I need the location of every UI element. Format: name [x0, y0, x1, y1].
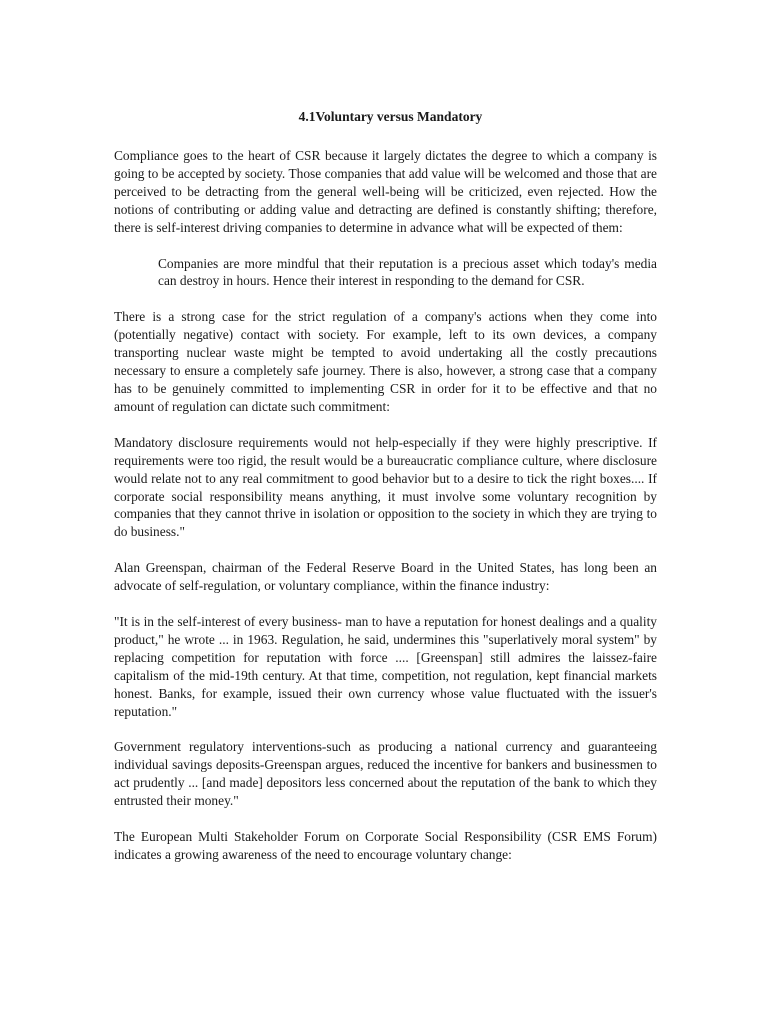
- paragraph-regulation-case: There is a strong case for the strict regulation of a company's actions when they come into (potentially negative) contact with society. For example, left to its own devices, a company transporting nuclear waste might be tempted to avoid undertaking all the costly precautions necessary to ensure a completely safe journey. There is also, however, a strong case that a company has to be genuinely committed to implementing CSR in order for it to be effective and that no amount of regulation can dictate such commitment:: [114, 309, 657, 414]
- block-quote-reputation: Companies are more mindful that their reputation is a precious asset which today's media can destroy in hours. Hence their interest in responding to the demand for CSR.: [158, 255, 657, 289]
- paragraph-csr-ems-forum: The European Multi Stakeholder Forum on Corporate Social Responsibility (CSR EMS Forum) indicates a growing awareness of the need to encourage voluntary change:: [114, 829, 657, 862]
- paragraph-mandatory-disclosure: Mandatory disclosure requirements would not help-especially if they were highly prescriptive. If requirements were too rigid, the result would be a bureaucratic compliance culture, where disclosure would relate not to any real commitment to good behavior but to a desire to tick the right boxes.... If corporate social responsibility means anything, it must involve some voluntary recognition by companies that they cannot thrive in isolation or opposition to the society in which they are trying to do business.": [114, 434, 657, 540]
- paragraph-greenspan-quote: "It is in the self-interest of every business- man to have a reputation for honest dealings and a quality product," he wrote ... in 1963. Regulation, he said, undermines this "superlatively moral system" by replacing competition for reputation with force .... [Greenspan] still admires the laissez-faire capitalism of the mid-19th century. At that time, competition, not regulation, kept financial markets honest. Banks, for example, issued their own currency whose value fluctuated with the issuer's reputation.": [114, 614, 657, 719]
- paragraph-compliance: Compliance goes to the heart of CSR because it largely dictates the degree to which a company is going to be accepted by society. Those companies that add value will be welcomed and those that are perceived to be detracting from the general well-being will be criticized, even rejected. How the notions of contributing or adding value and detracting are defined is constantly shifting; therefore, there is self-interest driving companies to determine in advance what will be expected of them:: [114, 148, 657, 235]
- paragraph-greenspan-intro: Alan Greenspan, chairman of the Federal Reserve Board in the United States, has long been an advocate of self-regulation, or voluntary compliance, within the finance industry:: [114, 560, 657, 594]
- section-heading: 4.1Voluntary versus Mandatory: [298, 109, 483, 124]
- paragraph-government-interventions: Government regulatory interventions-such as producing a national currency and guaranteeing individual savings deposits-Greenspan argues, reduced the incentive for bankers and businessmen to act prudently ... [and made] depositors less concerned about the reputation of the bank to which they entrusted their money.": [114, 739, 657, 809]
